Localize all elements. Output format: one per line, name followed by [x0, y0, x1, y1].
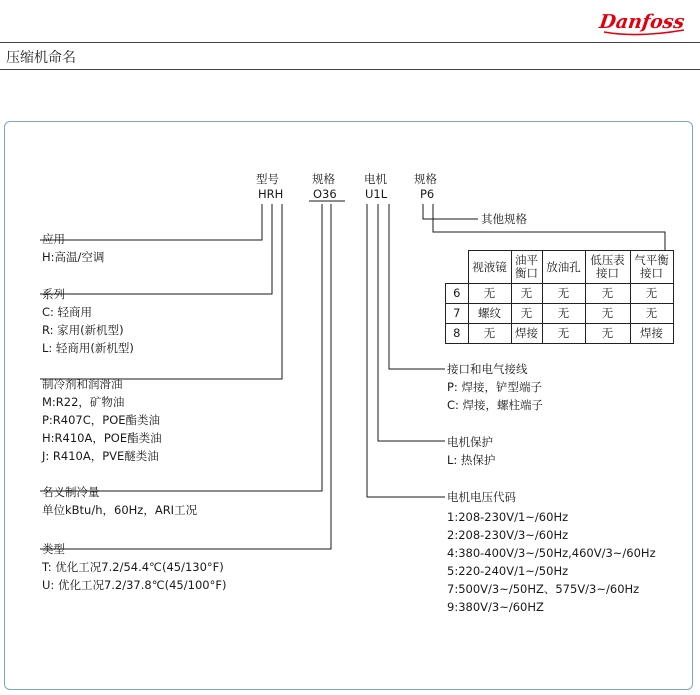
application-title: 应用: [42, 232, 65, 246]
capacity-title: 名义制冷量: [42, 485, 100, 499]
refrigerant-item: P:R407C，POE酯类油: [42, 413, 161, 427]
voltage-item: 2:208-230V/3~/60Hz: [447, 528, 569, 542]
series-title: 系列: [42, 287, 65, 301]
connection-title: 接口和电气接线: [447, 362, 528, 376]
table-header: 油平 衡口: [511, 251, 542, 284]
code-value-model: HRH: [258, 187, 284, 201]
type-item: T: 优化工况7.2/54.4℃(45/130°F): [42, 560, 224, 574]
type-item: U: 优化工况7.2/37.8℃(45/100°F): [42, 578, 227, 592]
voltage-item: 4:380-400V/3~/50Hz,460V/3~/60Hz: [447, 546, 656, 560]
application-item: H:高温/空调: [42, 250, 105, 264]
code-value-motor: U1L: [365, 187, 388, 201]
refrigerant-item: M:R22，矿物油: [42, 395, 125, 409]
series-item: R: 家用(新机型): [42, 323, 124, 337]
code-header-model: 型号: [256, 172, 279, 186]
other-spec-table: [445, 250, 674, 344]
connection-item: P: 焊接，铲型端子: [447, 380, 542, 394]
code-value-spec: O36: [313, 187, 337, 201]
section-title: 压缩机命名: [6, 50, 76, 66]
table-header: 气平衡 接口: [630, 251, 673, 284]
type-title: 类型: [42, 542, 65, 556]
code-header-spec2: 规格: [414, 172, 437, 186]
other-spec-title: 其他规格: [481, 212, 527, 226]
voltage-item: 5:220-240V/1~/50Hz: [447, 564, 569, 578]
series-item: C: 轻商用: [42, 305, 93, 319]
table-header: 低压表 接口: [585, 251, 630, 284]
series-item: L: 轻商用(新机型): [42, 341, 134, 355]
refrigerant-item: H:R410A，POE酯类油: [42, 431, 162, 445]
table-header: 放油孔: [542, 251, 585, 284]
code-value-spec2: P6: [420, 187, 435, 201]
table-row: 8 无 焊接 无 无 焊接: [446, 324, 674, 344]
voltage-item: 7:500V/3~/50HZ、575V/3~/60Hz: [447, 582, 640, 596]
table-row: 6 无 无 无 无 无: [446, 284, 674, 304]
voltage-title: 电机电压代码: [447, 490, 516, 504]
table-header: 视液镜: [468, 251, 511, 284]
connection-item: C: 焊接，螺柱端子: [447, 398, 544, 412]
motor-protection-item: L: 热保护: [447, 453, 496, 467]
table-row: 7 螺纹 无 无 无 无: [446, 304, 674, 324]
logo-text: Danfoss: [598, 10, 686, 33]
capacity-item: 单位kBtu/h，60Hz，ARI工况: [42, 503, 198, 517]
voltage-item: 9:380V/3~/60HZ: [447, 600, 544, 614]
motor-protection-title: 电机保护: [447, 435, 493, 449]
code-header-spec: 规格: [312, 172, 335, 186]
refrigerant-item: J: R410A，PVE醚类油: [42, 449, 159, 463]
code-header-motor: 电机: [364, 172, 387, 186]
voltage-item: 1:208-230V/1~/60Hz: [447, 510, 569, 524]
refrigerant-title: 制冷剂和润滑油: [42, 377, 123, 391]
